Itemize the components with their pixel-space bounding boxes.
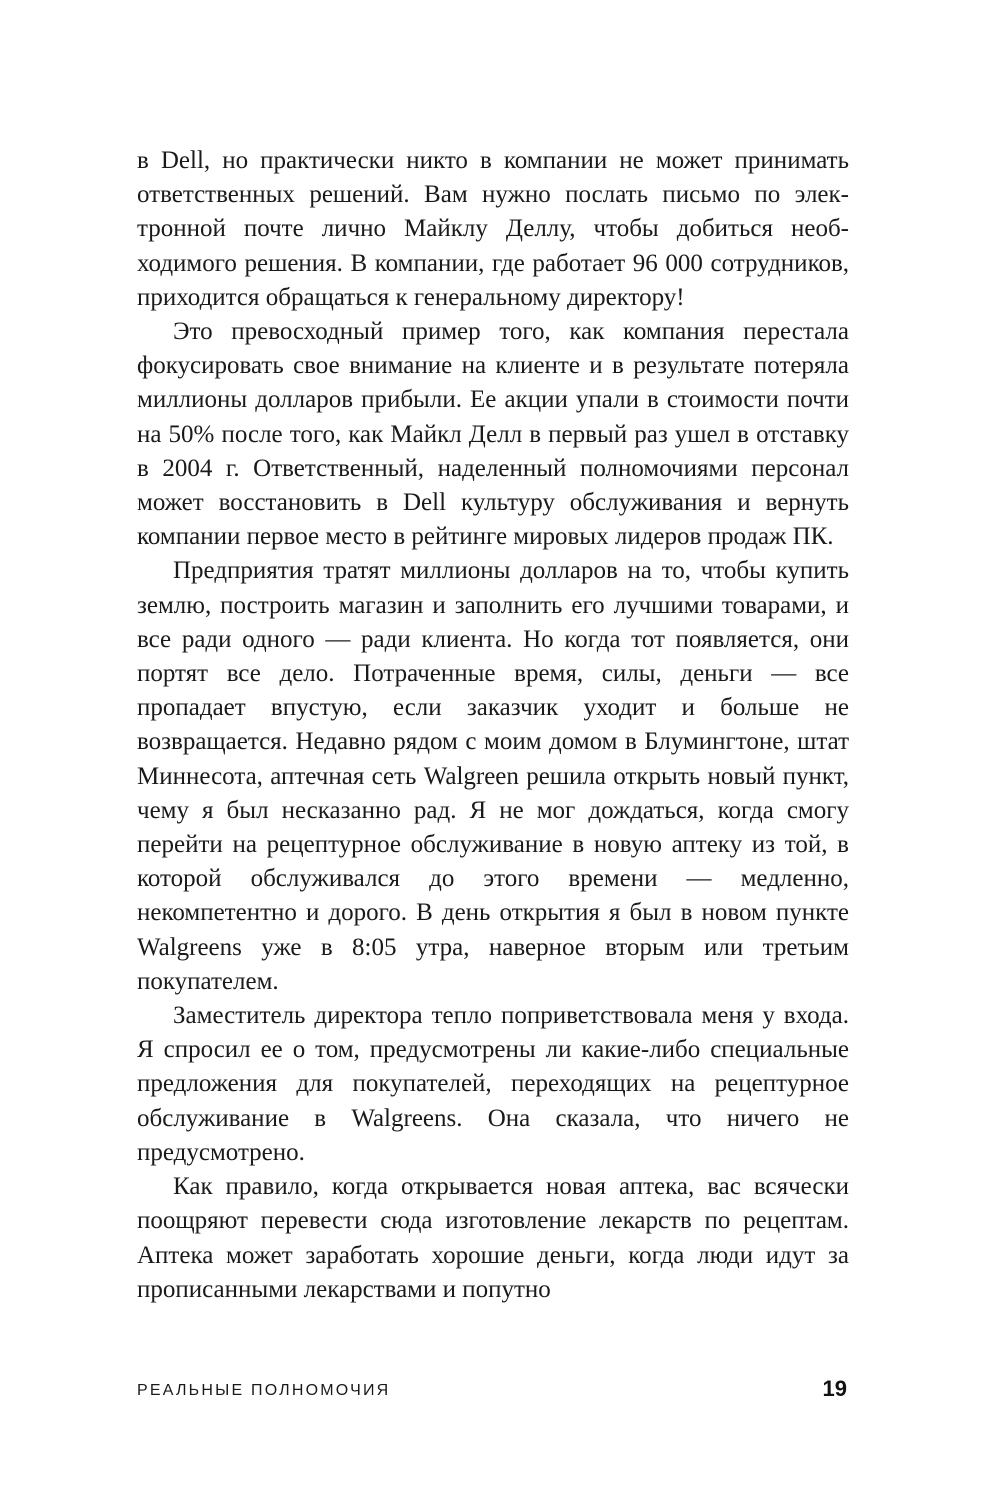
paragraph-5: Как правило, когда открывается новая аптека, вас всячески поощряют перевести сюда изготовление лекарств по рецептам. Аптека может заработать хорошие деньги, когда люди идут за прописанными лекарствами и попутно <box>137 1173 849 1303</box>
page-number: 19 <box>822 1376 847 1401</box>
body-text <box>137 144 849 1307</box>
paragraph-2: Это превосходный пример того, как компания перестала фокусировать свое внимание на клиенте и в результате потеряла миллионы долларов прибыли. Ее акции упали в стоимости почти на 50% после того, как Майкл Делл в первый раз ушел в отставку в 2004 г. Ответственный, наделенный полномочиями персонал может восстановить в Dell культуру обслуживания и вернуть компании первое место в рейтинге мировых лидеров продаж ПК. <box>137 318 849 551</box>
paragraph-4: Заместитель директора тепло поприветствовала меня у входа. Я спросил ее о том, предусмотрены ли какие-либо специальные предложения для покупателей, переходящих на рецептурное обслуживание в Walgreens. Она сказала, что ничего не предусмотрено. <box>137 1002 849 1166</box>
paragraph-3: Предприятия тратят миллионы долларов на то, чтобы купить землю, построить магазин и заполнить его лучшими товарами, и все ради одного — ради клиента. Но когда тот появляется, они портят все дело. Потраченные время, силы, деньги — все пропадает впустую, если заказчик уходит и больше не возвращается. Недавно рядом с моим домом в Блумингтоне, штат Миннесота, аптечная сеть Walgreen решила открыть новый пункт, чему я был несказанно рад. Я не мог дождаться, когда смогу перейти на рецептурное обслуживание в новую аптеку из той, в которой обслуживался до этого времени — медленно, некомпетентно и дорого. В день открытия я был в новом пункте Walgreens уже в 8:05 утра, наверное вторым или третьим покупателем. <box>137 557 849 995</box>
running-footer-title: РЕАЛЬНЫЕ ПОЛНОМОЧИЯ <box>137 1382 391 1399</box>
paragraph-1: в Dell, но практически никто в компании не может принимать ответственных решений. Вам нужно послать письмо по электронной почте лично Майклу Деллу, чтобы добиться необходимого решения. В компании, где работает 96 000 сотрудников, приходится обращаться к генеральному директору! <box>137 147 849 311</box>
